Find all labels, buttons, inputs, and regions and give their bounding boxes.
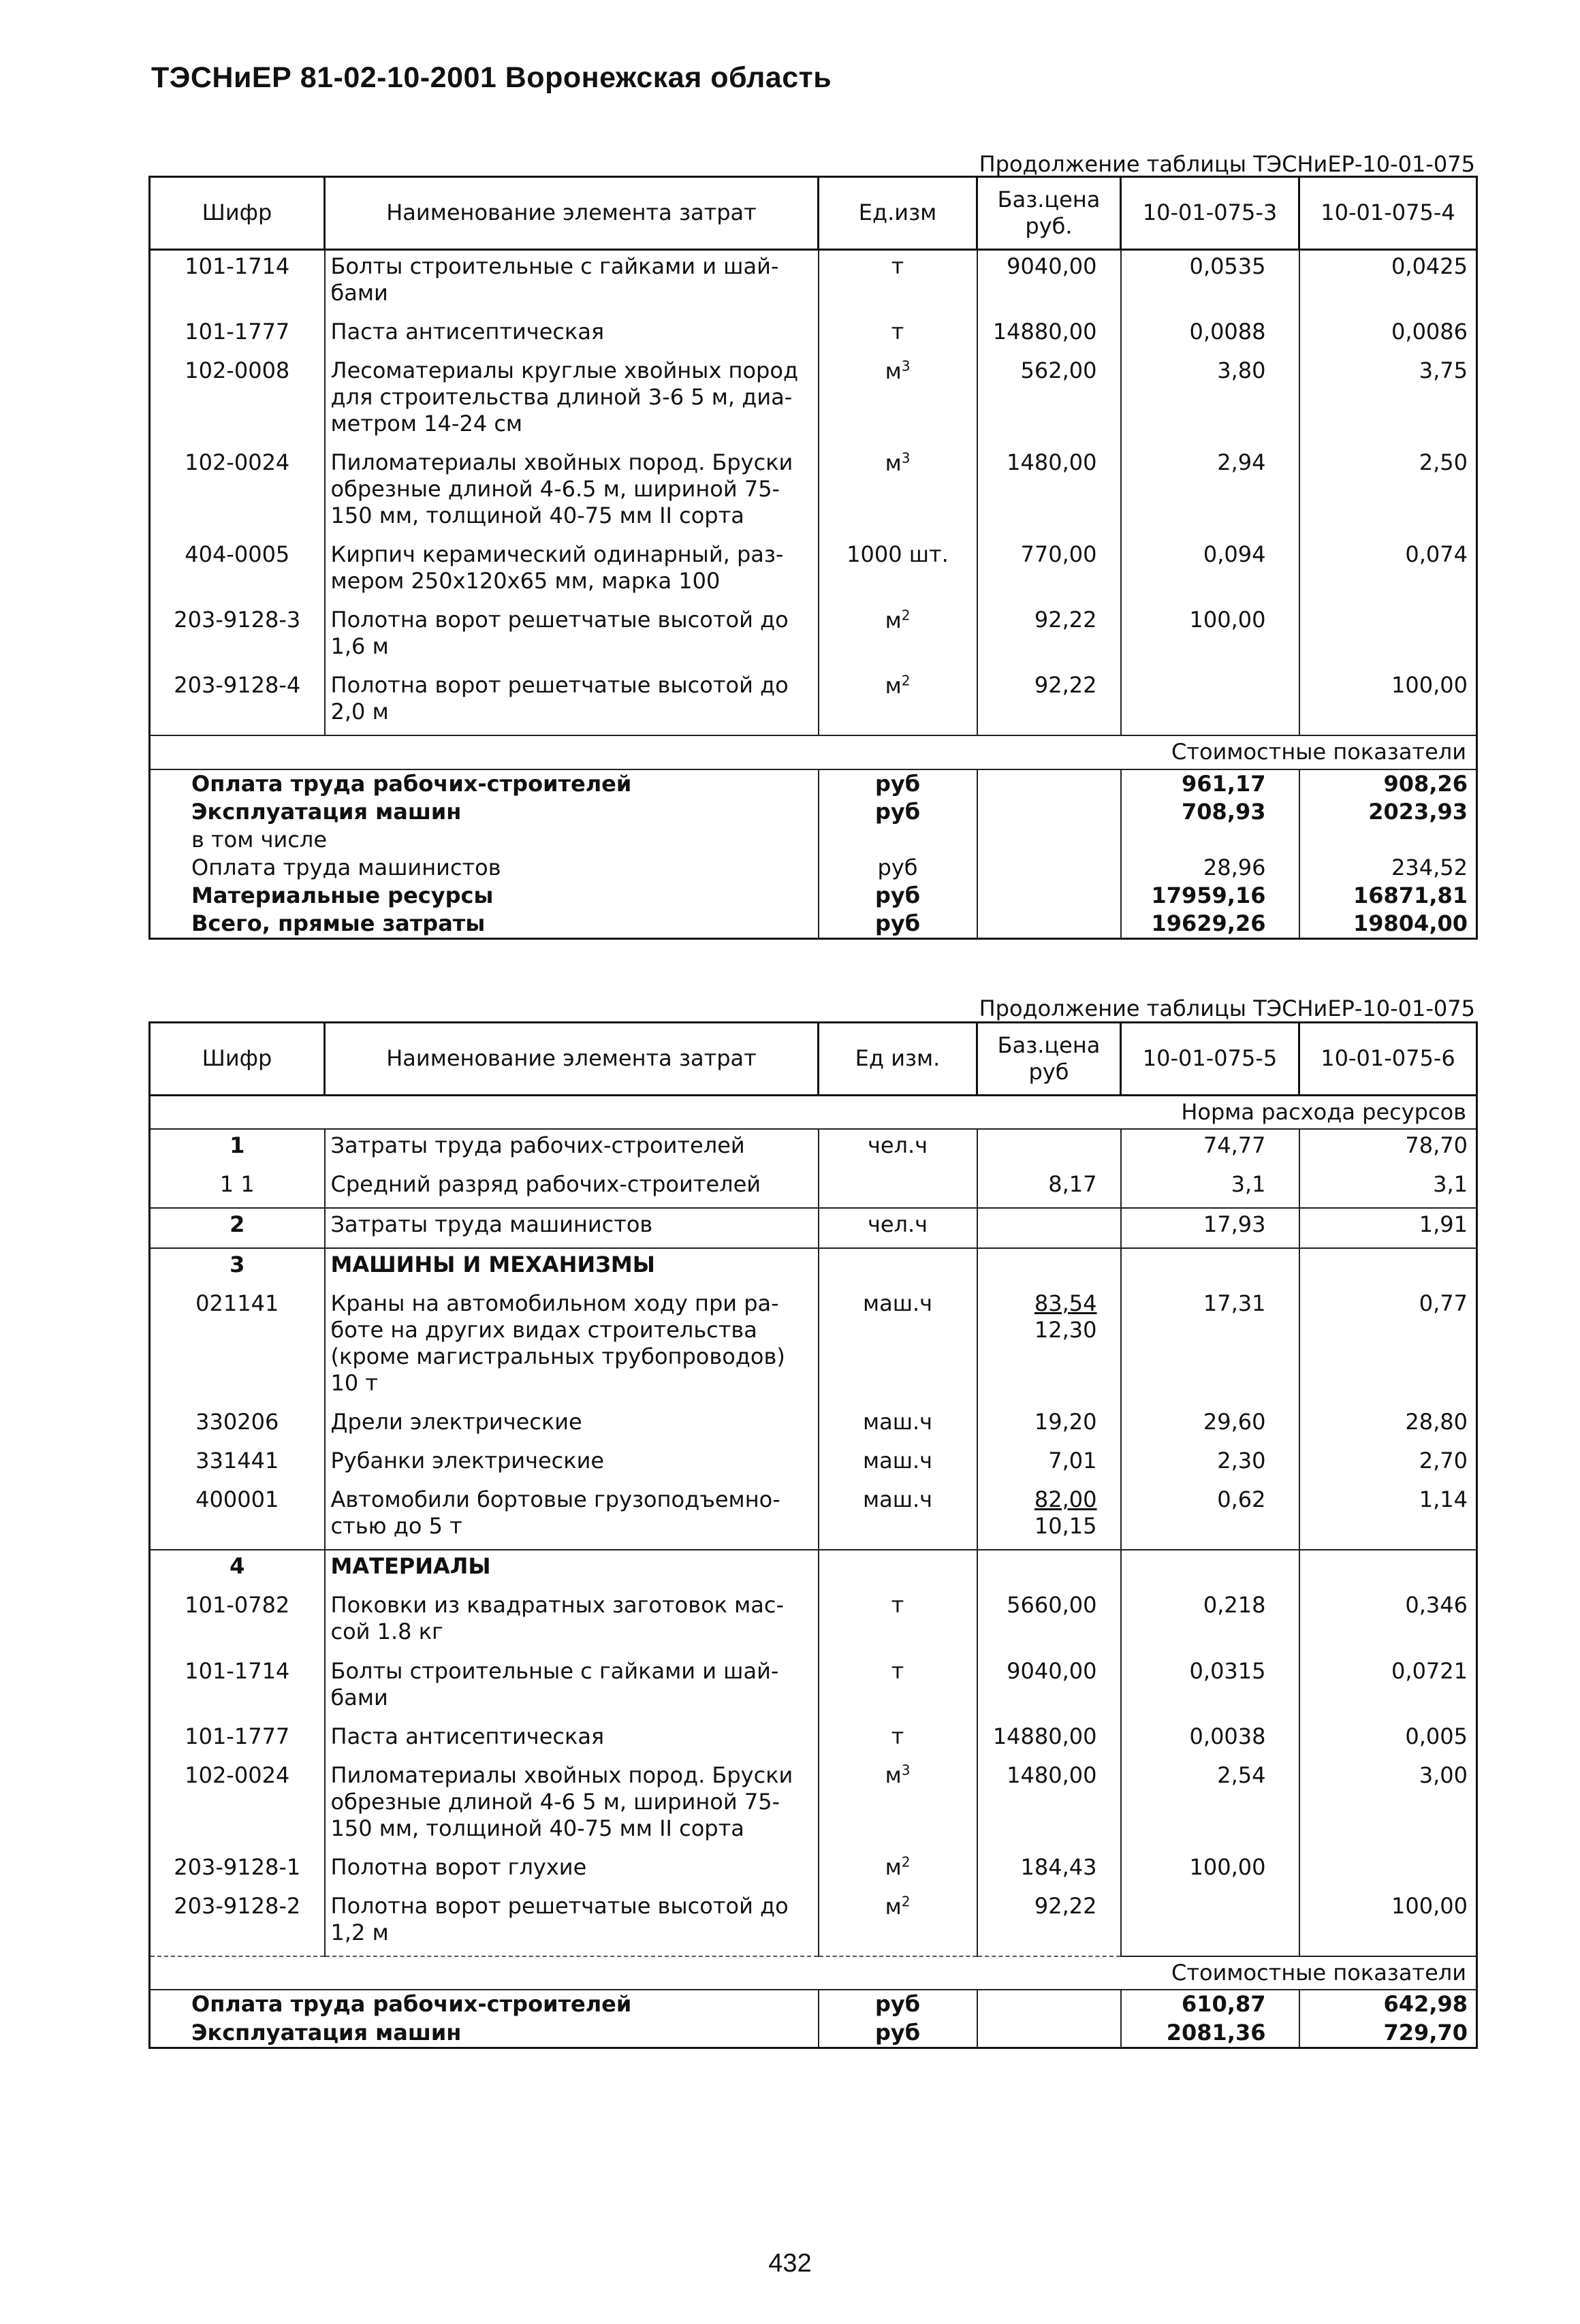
cell-norm-a: 0,094: [1121, 539, 1299, 604]
unit-label: чел.ч: [867, 1132, 928, 1159]
table-row: [150, 250, 1477, 317]
col-name-header: Наименование элемента затрат: [325, 1023, 819, 1096]
cell-price: 562,00: [977, 355, 1121, 447]
cell-name: МАШИНЫ И МЕХАНИЗМЫ: [325, 1248, 819, 1288]
cell-price: 7,01: [977, 1445, 1121, 1484]
cell-code: 404-0005: [150, 539, 325, 604]
cell-norm-a: 3,80: [1121, 355, 1299, 447]
cell-price: 14880,00: [977, 1721, 1121, 1760]
unit-label: т: [891, 1723, 904, 1749]
page-number: 432: [768, 2249, 812, 2278]
cell-code: 330206: [150, 1406, 325, 1445]
col-unit-header: Ед.изм: [819, 177, 977, 250]
cell-name: Полотна ворот глухие: [325, 1851, 819, 1891]
cell-price: [977, 1550, 1121, 1589]
unit-exponent: 3: [901, 357, 911, 375]
cell-code: 101-1714: [150, 1655, 325, 1721]
table-row: [150, 539, 1477, 604]
cell-norm-a: 100,00: [1121, 604, 1299, 669]
table-row: [150, 1589, 1477, 1655]
summary-blank: [977, 882, 1121, 910]
cell-unit: [819, 1851, 977, 1891]
summary-unit: [819, 826, 977, 854]
col-norm-3-header: 10-01-075-3: [1121, 177, 1299, 250]
cell-price: 9040,00: [977, 1655, 1121, 1721]
summary-unit: руб: [819, 1990, 977, 2018]
summary-value-a: 17959,16: [1121, 882, 1299, 910]
table-row: [150, 1655, 1477, 1721]
cell-unit: [819, 1760, 977, 1851]
cell-norm-b: [1299, 604, 1477, 669]
cell-code: 1 1: [150, 1168, 325, 1208]
band-label: Норма расхода ресурсов: [1121, 1096, 1477, 1130]
col-code-header: Шифр: [150, 1023, 325, 1096]
cell-name: Пиломатериалы хвойных пород. Бруски обрезные длиной 4-6.5 м, шириной 75- 150 мм, толщиной 40-75 мм II сорта: [325, 447, 819, 539]
cell-norm-a: 0,218: [1121, 1589, 1299, 1655]
cell-norm-b: 0,0721: [1299, 1655, 1477, 1721]
col-code-header: Шифр: [150, 177, 325, 250]
cell-price: 770,00: [977, 539, 1121, 604]
cell-code: 4: [150, 1550, 325, 1589]
cell-price: [977, 1288, 1121, 1406]
cell-norm-b: 78,70: [1299, 1129, 1477, 1168]
cell-name: Затраты труда рабочих-строителей: [325, 1129, 819, 1168]
unit-label: $м^2$: [885, 1853, 911, 1881]
cell-name: Краны на автомобильном ходу при ра- боте на других видах строительства (кроме магистральных трубопроводов) 10 т: [325, 1288, 819, 1406]
cell-code: 1: [150, 1129, 325, 1168]
cell-name: Средний разряд рабочих-строителей: [325, 1168, 819, 1208]
unit-label: т: [891, 319, 904, 345]
cell-norm-a: 100,00: [1121, 1851, 1299, 1891]
cell-norm-b: 0,0425: [1299, 250, 1477, 317]
summary-blank: [977, 854, 1121, 882]
cell-norm-b: 0,074: [1299, 539, 1477, 604]
table1-header-row: [150, 177, 1477, 250]
price-main: 82,00: [1034, 1486, 1097, 1513]
table-row: [150, 1851, 1477, 1891]
table-row: [150, 1129, 1477, 1168]
cell-code: 102-0024: [150, 447, 325, 539]
cell-norm-a: 2,30: [1121, 1445, 1299, 1484]
cell-code: 3: [150, 1248, 325, 1288]
band-spacer: [150, 1096, 1121, 1130]
cell-norm-b: 0,005: [1299, 1721, 1477, 1760]
summary-blank: [977, 769, 1121, 798]
cell-norm-a: 0,0535: [1121, 250, 1299, 317]
band-row: [150, 735, 1477, 769]
table-row: [150, 1208, 1477, 1248]
table-row: [150, 1890, 1477, 1956]
cell-norm-b: [1299, 1550, 1477, 1589]
cell-unit: [819, 1445, 977, 1484]
cell-norm-b: [1299, 1248, 1477, 1288]
cell-name: Кирпич керамический одинарный, раз- мером 250x120x65 мм, марка 100: [325, 539, 819, 604]
cell-norm-a: 2,54: [1121, 1760, 1299, 1851]
summary-blank: [977, 826, 1121, 854]
cell-norm-b: 100,00: [1299, 1890, 1477, 1956]
unit-label: т: [891, 1592, 904, 1619]
price-main: 83,54: [1034, 1290, 1097, 1317]
cell-norm-b: 2,70: [1299, 1445, 1477, 1484]
cell-code: 102-0024: [150, 1760, 325, 1851]
cell-name: Полотна ворот решетчатые высотой до 1,6 м: [325, 604, 819, 669]
cell-code: 203-9128-1: [150, 1851, 325, 1891]
summary-row: [150, 769, 1477, 798]
table-row: [150, 1484, 1477, 1550]
cell-norm-a: [1121, 669, 1299, 735]
summary-label: Оплата труда рабочих-строителей: [191, 770, 632, 797]
cell-norm-b: 28,80: [1299, 1406, 1477, 1445]
cell-unit: [819, 1248, 977, 1288]
unit-label: $м^2$: [885, 607, 911, 633]
cell-code: 102-0008: [150, 355, 325, 447]
col-unit-header: Ед изм.: [819, 1023, 977, 1096]
cell-code: 101-1777: [150, 316, 325, 355]
summary-label: Оплата труда машинистов: [191, 854, 501, 880]
summary-unit: руб: [819, 882, 977, 910]
cell-norm-b: 3,1: [1299, 1168, 1477, 1208]
summary-value-a: 961,17: [1121, 769, 1299, 798]
cell-code: 331441: [150, 1445, 325, 1484]
cell-unit: [819, 1550, 977, 1589]
cell-norm-b: 100,00: [1299, 669, 1477, 735]
summary-value-a: 19629,26: [1121, 910, 1299, 939]
summary-row: [150, 910, 1477, 939]
summary-row: [150, 798, 1477, 826]
unit-exponent: 3: [901, 1762, 911, 1779]
table1-caption: Продолжение таблицы ТЭСНиЕР-10-01-075: [979, 151, 1475, 177]
cell-norm-a: [1121, 1248, 1299, 1288]
cell-norm-a: [1121, 1550, 1299, 1589]
cell-unit: [819, 1288, 977, 1406]
cell-norm-b: [1299, 1851, 1477, 1891]
summary-value-b: 729,70: [1299, 2019, 1477, 2048]
table-row: [150, 1721, 1477, 1760]
price-secondary: 12,30: [1034, 1317, 1097, 1343]
cell-name: Автомобили бортовые грузоподъемно- стью до 5 т: [325, 1484, 819, 1550]
cell-code: 101-0782: [150, 1589, 325, 1655]
cell-price: 92,22: [977, 669, 1121, 735]
summary-label: Оплата труда рабочих-строителей: [191, 1991, 632, 2018]
cell-unit: [819, 1890, 977, 1956]
cell-code: 101-1714: [150, 250, 325, 317]
cell-norm-a: [1121, 1890, 1299, 1956]
cell-unit: [819, 355, 977, 447]
cell-price: [977, 1129, 1121, 1168]
unit-label: $м^2$: [885, 1893, 911, 1920]
cell-unit: [819, 604, 977, 669]
summary-unit: руб: [819, 798, 977, 826]
table-row: [150, 1288, 1477, 1406]
cell-name: Паста антисептическая: [325, 316, 819, 355]
cell-name: Полотна ворот решетчатые высотой до 1,2 м: [325, 1890, 819, 1956]
cell-name: Дрели электрические: [325, 1406, 819, 1445]
summary-row: [150, 1990, 1477, 2018]
cell-name: Поковки из квадратных заготовок мас- сой 1.8 кг: [325, 1589, 819, 1655]
table-row: [150, 669, 1477, 735]
cell-norm-b: 0,0086: [1299, 316, 1477, 355]
table-row: [150, 1445, 1477, 1484]
col-name-header: Наименование элемента затрат: [325, 177, 819, 250]
band-label: Стоимостные показатели: [1121, 1956, 1477, 1990]
cell-unit: [819, 1129, 977, 1168]
summary-blank: [977, 910, 1121, 939]
cell-name: МАТЕРИАЛЫ: [325, 1550, 819, 1589]
summary-value-b: 642,98: [1299, 1990, 1477, 2018]
cell-code: 203-9128-2: [150, 1890, 325, 1956]
document-title: ТЭСНиЕР 81-02-10-2001 Воронежская область: [151, 61, 832, 94]
cell-price: 92,22: [977, 1890, 1121, 1956]
cell-name: Рубанки электрические: [325, 1445, 819, 1484]
summary-row: [150, 826, 1477, 854]
cell-norm-b: 1,14: [1299, 1484, 1477, 1550]
cell-price: 14880,00: [977, 316, 1121, 355]
summary-row: [150, 882, 1477, 910]
cell-norm-b: 2,50: [1299, 447, 1477, 539]
cell-name: Паста антисептическая: [325, 1721, 819, 1760]
cell-name: Болты строительные с гайками и шай- бами: [325, 250, 819, 317]
unit-label: маш.ч: [862, 1448, 933, 1474]
summary-label: Всего, прямые затраты: [191, 910, 486, 936]
band-spacer: [150, 735, 1121, 769]
cell-code: 101-1777: [150, 1721, 325, 1760]
cell-price: 184,43: [977, 1851, 1121, 1891]
cell-price: [977, 1484, 1121, 1550]
band-spacer: [150, 1956, 1121, 1990]
col-norm-5-header: 10-01-075-5: [1121, 1023, 1299, 1096]
summary-value-b: 2023,93: [1299, 798, 1477, 826]
summary-label: Материальные ресурсы: [191, 882, 494, 908]
section-row: [150, 1550, 1477, 1589]
unit-exponent: 2: [901, 672, 911, 689]
cell-unit: [819, 1655, 977, 1721]
summary-blank: [977, 2019, 1121, 2048]
cell-norm-a: 17,93: [1121, 1208, 1299, 1248]
col-norm-6-header: 10-01-075-6: [1299, 1023, 1477, 1096]
price-secondary: 10,15: [1034, 1513, 1097, 1540]
cell-norm-b: 3,00: [1299, 1760, 1477, 1851]
col-norm-4-header: 10-01-075-4: [1299, 177, 1477, 250]
table-row: [150, 355, 1477, 447]
summary-blank: [977, 1990, 1121, 2018]
table-row: [150, 316, 1477, 355]
summary-unit: руб: [819, 2019, 977, 2048]
band-row: [150, 1096, 1477, 1130]
summary-value-a: 708,93: [1121, 798, 1299, 826]
unit-label: т: [891, 1657, 904, 1684]
unit-label: чел.ч: [867, 1211, 928, 1238]
summary-label: Эксплуатация машин: [191, 2019, 462, 2046]
summary-value-b: 234,52: [1299, 854, 1477, 882]
col-price-header: Баз.цена руб.: [977, 177, 1121, 250]
cell-norm-a: 0,0315: [1121, 1655, 1299, 1721]
table-row: [150, 447, 1477, 539]
summary-value-a: 2081,36: [1121, 2019, 1299, 2048]
unit-label: маш.ч: [862, 1486, 933, 1513]
cell-unit: [819, 1484, 977, 1550]
unit-exponent: 2: [901, 607, 911, 624]
unit-exponent: 2: [901, 1853, 911, 1871]
cell-norm-a: 2,94: [1121, 447, 1299, 539]
cell-name: Пиломатериалы хвойных пород. Бруски обрезные длиной 4-6 5 м, шириной 75- 150 мм, толщиной 40-75 мм II сорта: [325, 1760, 819, 1851]
cell-norm-a: 0,62: [1121, 1484, 1299, 1550]
cell-norm-a: 17,31: [1121, 1288, 1299, 1406]
resource-table-2: [148, 1021, 1478, 2049]
cell-code: 203-9128-4: [150, 669, 325, 735]
cell-price: [977, 1248, 1121, 1288]
summary-value-b: [1299, 826, 1477, 854]
summary-unit: руб: [819, 910, 977, 939]
resource-table-1: [148, 176, 1478, 940]
table-row: [150, 1760, 1477, 1851]
cell-unit: [819, 316, 977, 355]
summary-label: в том числе: [191, 826, 327, 853]
table-row: [150, 604, 1477, 669]
summary-unit: руб: [819, 769, 977, 798]
cell-unit: [819, 669, 977, 735]
cell-norm-a: 3,1: [1121, 1168, 1299, 1208]
unit-label: маш.ч: [862, 1290, 933, 1317]
unit-exponent: 3: [901, 449, 911, 466]
cell-norm-a: 0,0088: [1121, 316, 1299, 355]
unit-exponent: 2: [901, 1893, 911, 1910]
cell-name: Болты строительные с гайками и шай- бами: [325, 1655, 819, 1721]
table2-caption: Продолжение таблицы ТЭСНиЕР-10-01-075: [979, 996, 1475, 1021]
cell-code: 021141: [150, 1288, 325, 1406]
cell-norm-a: 0,0038: [1121, 1721, 1299, 1760]
cell-price: 9040,00: [977, 250, 1121, 317]
unit-label: $м^3$: [885, 1762, 911, 1789]
summary-label: Эксплуатация машин: [191, 798, 462, 825]
summary-blank: [977, 798, 1121, 826]
cell-price: 19,20: [977, 1406, 1121, 1445]
cell-norm-b: 0,77: [1299, 1288, 1477, 1406]
summary-value-a: 28,96: [1121, 854, 1299, 882]
cell-price: [977, 1208, 1121, 1248]
cell-code: 2: [150, 1208, 325, 1248]
unit-label: $м^3$: [885, 449, 911, 476]
cell-norm-a: 29,60: [1121, 1406, 1299, 1445]
band-label: Стоимостные показатели: [1121, 735, 1477, 769]
summary-unit: руб: [819, 854, 977, 882]
cell-unit: [819, 1721, 977, 1760]
summary-value-a: [1121, 826, 1299, 854]
summary-value-a: 610,87: [1121, 1990, 1299, 2018]
summary-row: [150, 854, 1477, 882]
summary-value-b: 908,26: [1299, 769, 1477, 798]
cell-unit: [819, 1208, 977, 1248]
table-row: [150, 1168, 1477, 1208]
cell-norm-b: 3,75: [1299, 355, 1477, 447]
cell-code: 203-9128-3: [150, 604, 325, 669]
cell-name: Полотна ворот решетчатые высотой до 2,0 м: [325, 669, 819, 735]
cell-code: 400001: [150, 1484, 325, 1550]
table-row: [150, 1406, 1477, 1445]
cell-price: 8,17: [977, 1168, 1121, 1208]
summary-value-b: 19804,00: [1299, 910, 1477, 939]
cell-norm-a: 74,77: [1121, 1129, 1299, 1168]
cell-norm-b: 1,91: [1299, 1208, 1477, 1248]
unit-label: $м^3$: [885, 357, 911, 384]
cell-unit: [819, 539, 977, 604]
cell-unit: [819, 1589, 977, 1655]
cell-price: 1480,00: [977, 447, 1121, 539]
cell-unit: [819, 447, 977, 539]
cell-price: 5660,00: [977, 1589, 1121, 1655]
cell-name: Лесоматериалы круглые хвойных пород для строительства длиной 3-6 5 м, диа- метром 14-24 см: [325, 355, 819, 447]
col-price-header: Баз.цена руб: [977, 1023, 1121, 1096]
cell-price: 92,22: [977, 604, 1121, 669]
summary-row: [150, 2019, 1477, 2048]
table2-header-row: [150, 1023, 1477, 1096]
unit-label: 1000 шт.: [847, 541, 949, 568]
unit-label: $м^2$: [885, 672, 911, 699]
cell-norm-b: 0,346: [1299, 1589, 1477, 1655]
summary-value-b: 16871,81: [1299, 882, 1477, 910]
cell-unit: [819, 1168, 977, 1208]
cell-name: Затраты труда машинистов: [325, 1208, 819, 1248]
unit-label: маш.ч: [862, 1409, 933, 1435]
cell-price: 1480,00: [977, 1760, 1121, 1851]
section-row: [150, 1248, 1477, 1288]
cell-unit: [819, 1406, 977, 1445]
band-row: [150, 1956, 1477, 1990]
unit-label: т: [891, 253, 904, 279]
cell-unit: [819, 250, 977, 317]
